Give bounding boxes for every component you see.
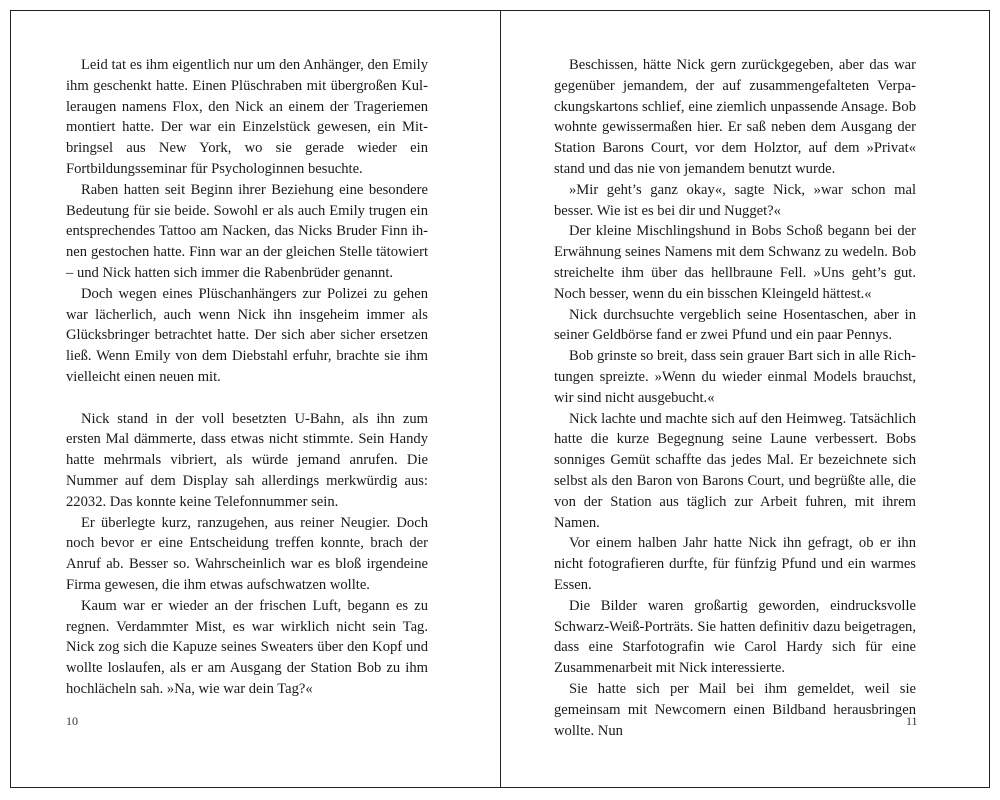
paragraph: Raben hatten seit Beginn ihrer Beziehung eine besondere Bedeutung für sie beide. Sowohl er als auch Emily trugen ein entsprechendes Tattoo am Nacken, das Nicks Bruder Finn ihnen gestochen hatte. Finn war an der gleichen Stelle tätowiert – und Nick hatten sich immer die Rabenbrüder genannt. <box>66 181 428 281</box>
paragraph: Sie hatte sich per Mail bei ihm gemeldet, weil sie gemeinsam mit Newcomern einen Bildband herausbringen wollte. Nun <box>554 680 916 739</box>
paragraph: Der kleine Mischlingshund in Bobs Schoß begann bei der Erwähnung seines Namens mit dem Schwanz zu wedeln. Bob streichelte ihm über das hellbraune Fell. »Uns geht’s gut. Noch besser, wenn du ein bisschen Kleingeld hättest.« <box>554 223 916 302</box>
paragraph-section-start: Nick stand in der voll besetzten U-Bahn, als ihn zum ersten Mal dämmerte, dass etwas nicht stimmte. Sein Handy hatte mehrmals vibriert, als würde jemand anrufen. Die Nummer auf dem Display sah allerdings merkwürdig aus: 22032. Das konnte keine Telefonnummer sein. <box>66 410 428 510</box>
paragraph: Doch wegen eines Plüschanhängers zur Polizei zu gehen war lächerlich, auch wenn Nick ihn insgeheim immer als Glücksbringer betrachtet hatte. Der sich aber sicher ersetzen ließ. Wenn Emily von dem Diebstahl erfuhr, brachte sie ihm vielleicht einen neuen mit. <box>66 285 428 385</box>
paragraph: Bob grinste so breit, dass sein grauer Bart sich in alle Richtungen spreizte. »Wenn du wieder einmal Models brauchst, wir sind nicht ausgebucht.« <box>554 348 916 406</box>
paragraph: Nick durchsuchte vergeblich seine Hosentaschen, aber in seiner Geldbörse fand er zwei Pfund und ein paar Pennys. <box>554 306 916 344</box>
right-page-number: 11 <box>906 714 918 728</box>
right-page-text <box>554 55 916 741</box>
paragraph: Kaum war er wieder an der frischen Luft, begann es zu regnen. Verdammter Mist, es war wirklich nicht sein Tag. Nick zog sich die Kapuze seines Sweaters über den Kopf und wollte loslaufen, als er am Ausgang der Station Bob zu ihm hochlächeln sah. »Na, wie war dein Tag?« <box>66 597 428 697</box>
left-page-number: 10 <box>66 714 78 728</box>
paragraph: Beschissen, hätte Nick gern zurückgegeben, aber das war gegenüber jemandem, der auf zusammengefalteten Verpackungskartons schlief, eine ziemlich unpassende Ansage. Bob wohnte gewissermaßen hier. Er saß neben dem Ausgang der Station Barons Court, vor dem Holztor, auf dem »Privat« stand und das nie von jemandem benutzt wurde. <box>554 57 916 177</box>
paragraph: Die Bilder waren großartig geworden, eindrucksvolle Schwarz-Weiß-Porträts. Sie hatten definitiv dazu beigetragen, dass eine Starfotografin wie Carol Hardy sich für eine Zusammenarbeit mit Nick interessierte. <box>554 597 916 677</box>
paragraph: »Mir geht’s ganz okay«, sagte Nick, »war schon mal besser. Wie ist es bei dir und Nugget?« <box>554 181 916 219</box>
paragraph: Nick lachte und machte sich auf den Heimweg. Tatsächlich hatte die kurze Begegnung seine Laune verbessert. Bobs sonniges Gemüt schaffte das jedes Mal. Er bezeichnete sich selbst als den Baron von Barons Court, und begrüßte alle, die von der Station aus täglich zur Arbeit fuhren, mit ihrem Namen. <box>554 410 916 531</box>
paragraph: Er überlegte kurz, ranzugehen, aus reiner Neugier. Doch noch bevor er eine Entscheidung treffen konnte, brach der Anruf ab. Besser so. Wahrscheinlich war es bloß irgendeine Firma gewesen, die ihm etwas aufschwatzen wollte. <box>66 514 428 593</box>
paragraph: Vor einem halben Jahr hatte Nick ihn gefragt, ob er ihn nicht fotografieren durfte, für fünfzig Pfund und ein warmes Essen. <box>554 535 916 593</box>
page-gutter-divider <box>500 11 501 787</box>
paragraph: Leid tat es ihm eigentlich nur um den Anhänger, den Emily ihm geschenkt hatte. Einen Plüschraben mit übergroßen Kulleraugen namens Flox, den Nick an einem der Trageriemen montiert hatte. Der war ein Einzelstück gewesen, ein Mitbringsel aus New York, wo sie gerade wieder ein Fortbildungsseminar für Psychologinnen besuchte. <box>66 57 428 177</box>
left-page-text <box>66 55 428 700</box>
